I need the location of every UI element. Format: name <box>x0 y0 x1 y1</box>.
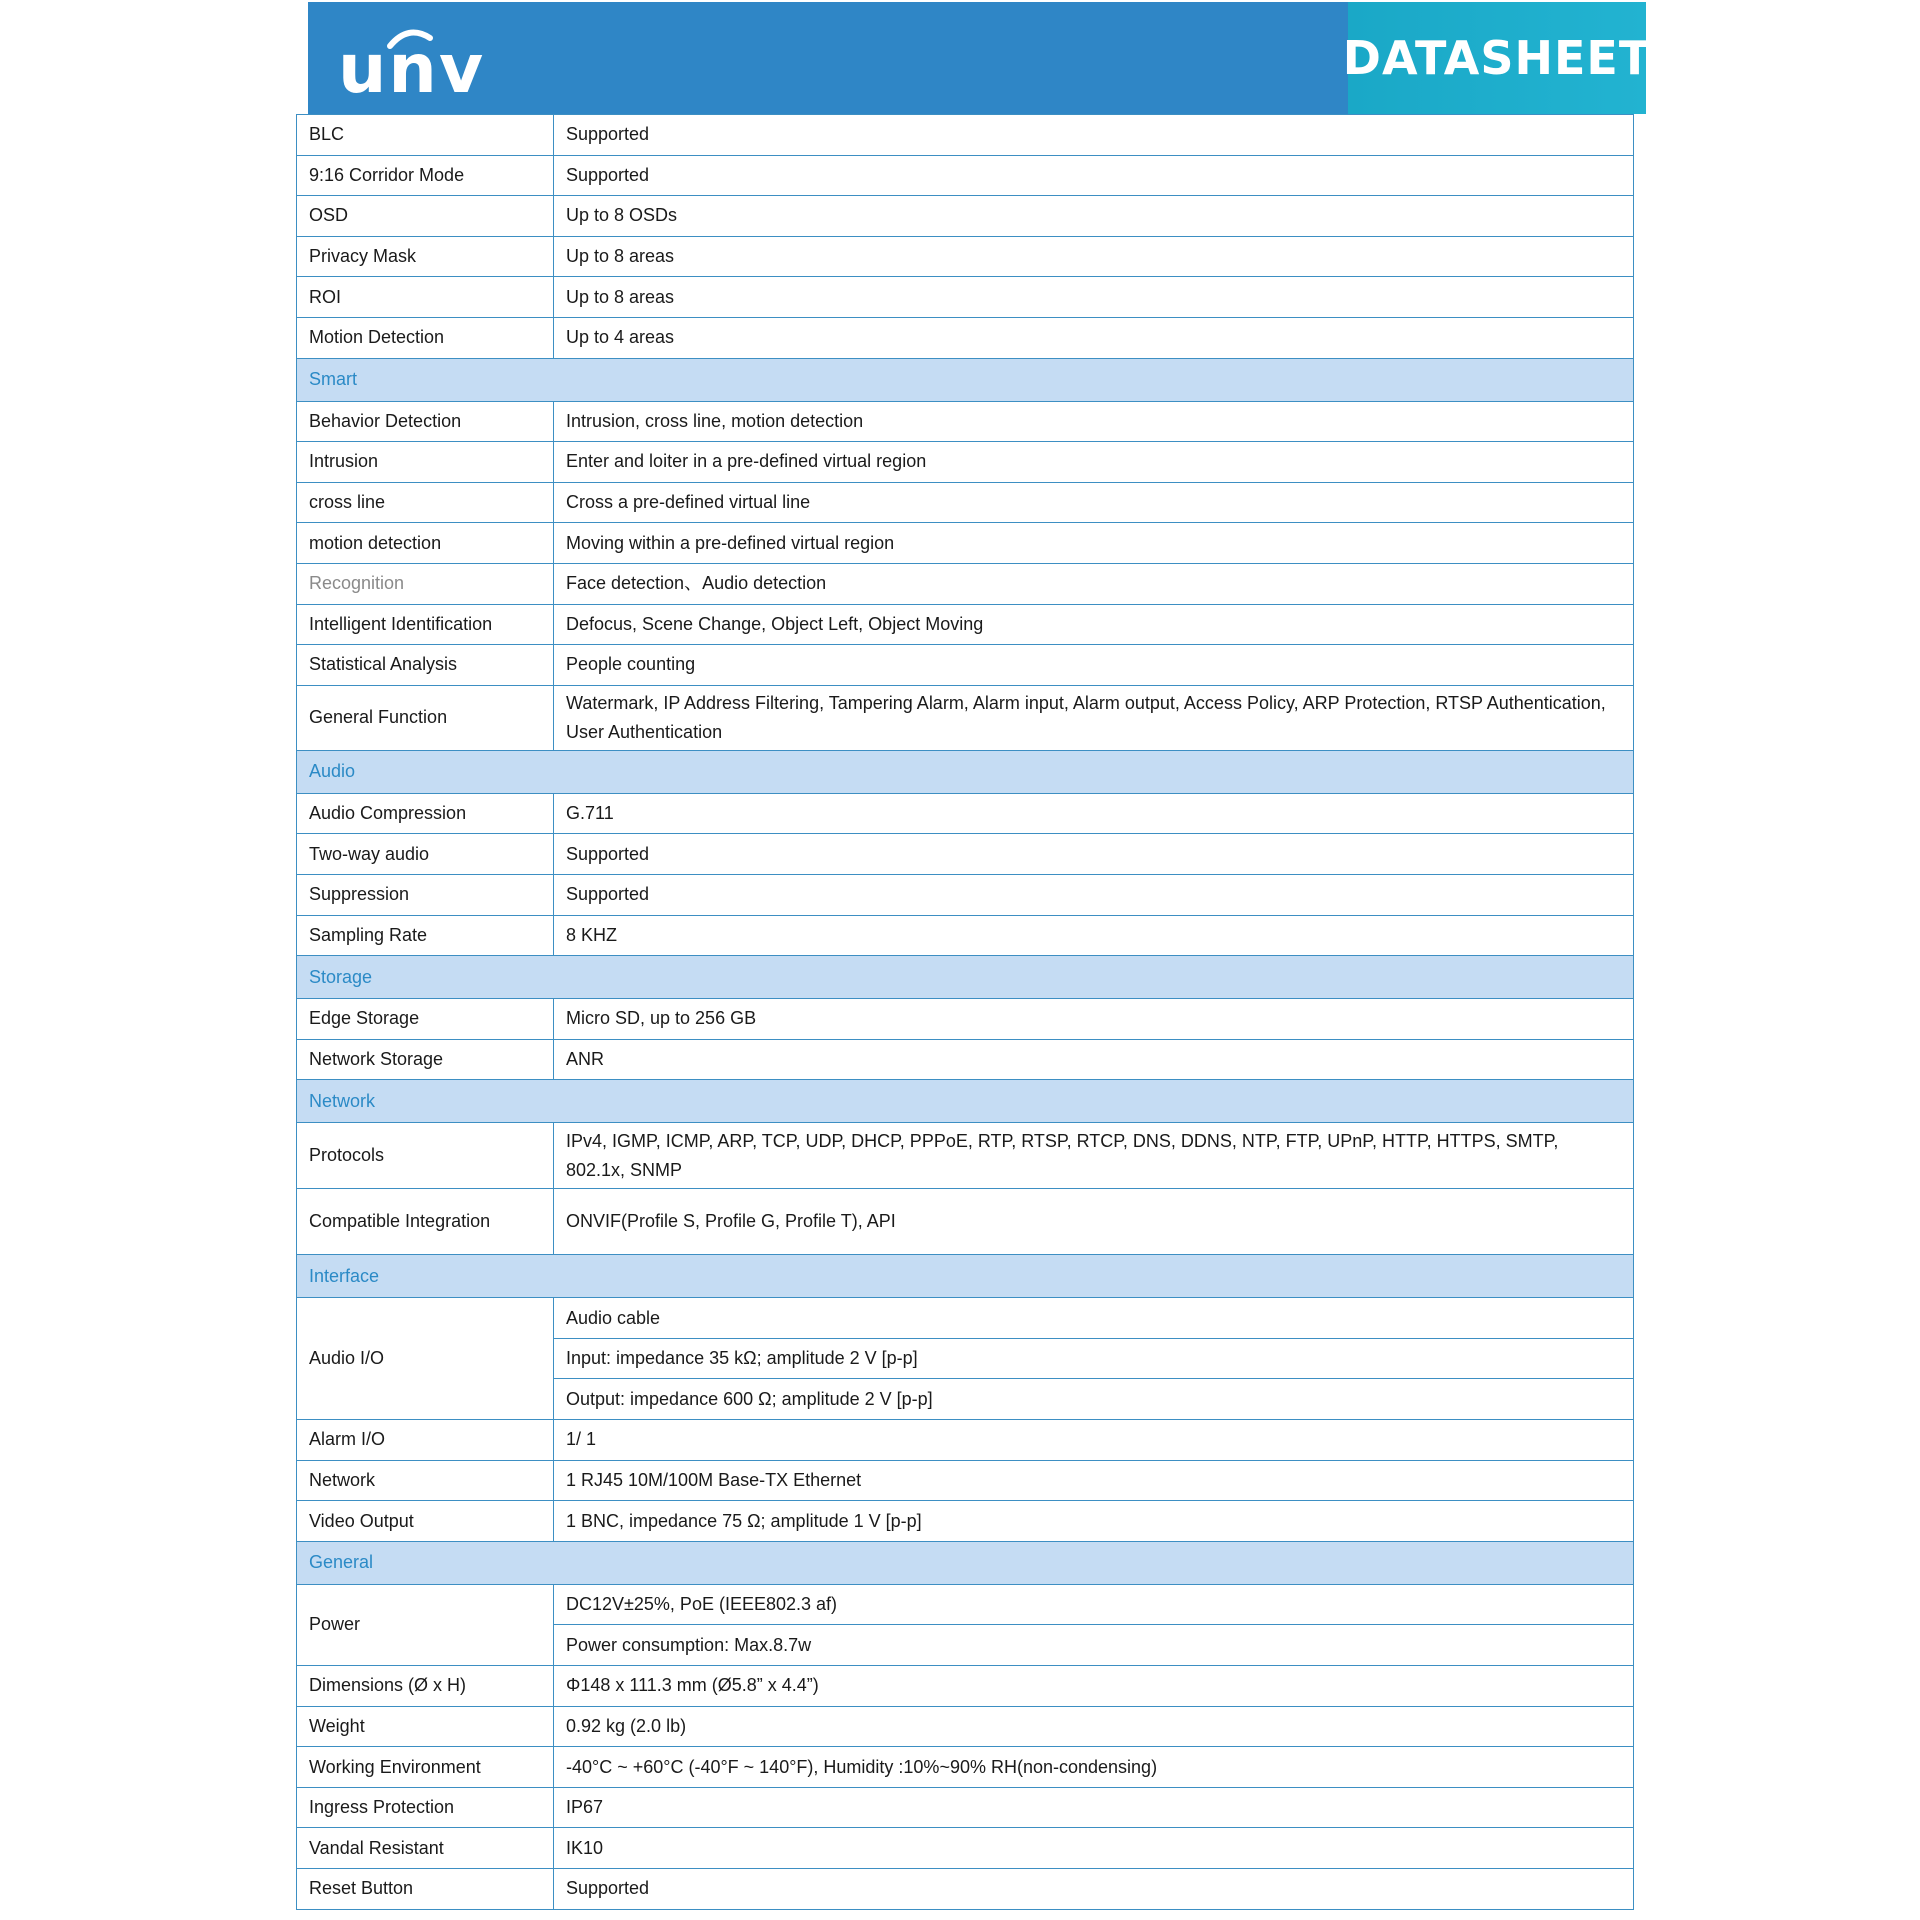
spec-key: Behavior Detection <box>297 401 554 442</box>
spec-key: Protocols <box>297 1123 554 1189</box>
spec-table <box>296 114 1634 1910</box>
spec-value: 1 RJ45 10M/100M Base-TX Ethernet <box>554 1460 1634 1501</box>
section-title: General <box>297 1541 1634 1584</box>
section-title: Storage <box>297 956 1634 999</box>
table-row <box>297 1420 1634 1461</box>
spec-value: IP67 <box>554 1787 1634 1828</box>
spec-key: Dimensions (Ø x H) <box>297 1666 554 1707</box>
spec-key: motion detection <box>297 523 554 564</box>
spec-key: Motion Detection <box>297 317 554 358</box>
spec-key: 9:16 Corridor Mode <box>297 155 554 196</box>
spec-key: Compatible Integration <box>297 1189 554 1255</box>
datasheet-label: DATASHEET <box>1342 31 1652 85</box>
spec-key: Network Storage <box>297 1039 554 1080</box>
table-row <box>297 685 1634 750</box>
spec-key: Edge Storage <box>297 999 554 1040</box>
spec-value: IPv4, IGMP, ICMP, ARP, TCP, UDP, DHCP, PPPoE, RTP, RTSP, RTCP, DNS, DDNS, NTP, FTP, UPnP, HTTP, HTTPS, SMTP, 802.1x, SNMP <box>554 1123 1634 1189</box>
spec-value: Supported <box>554 1869 1634 1910</box>
spec-key: Suppression <box>297 874 554 915</box>
spec-key: Weight <box>297 1706 554 1747</box>
spec-value: Enter and loiter in a pre-defined virtual region <box>554 442 1634 483</box>
spec-value: Supported <box>554 115 1634 156</box>
table-row <box>297 874 1634 915</box>
table-row <box>297 523 1634 564</box>
table-row <box>297 793 1634 834</box>
table-row <box>297 915 1634 956</box>
spec-value: Micro SD, up to 256 GB <box>554 999 1634 1040</box>
spec-value: 1 BNC, impedance 75 Ω; amplitude 1 V [p-p] <box>554 1501 1634 1542</box>
spec-key: Alarm I/O <box>297 1420 554 1461</box>
table-row <box>297 1039 1634 1080</box>
spec-value: Supported <box>554 834 1634 875</box>
spec-key: Working Environment <box>297 1747 554 1788</box>
section-header-storage <box>297 956 1634 999</box>
spec-value: 1/ 1 <box>554 1420 1634 1461</box>
spec-key: Reset Button <box>297 1869 554 1910</box>
table-row <box>297 482 1634 523</box>
table-row <box>297 277 1634 318</box>
table-row <box>297 1189 1634 1255</box>
spec-key: Recognition <box>297 563 554 604</box>
section-header-interface <box>297 1255 1634 1298</box>
table-row <box>297 1501 1634 1542</box>
table-row <box>297 155 1634 196</box>
spec-key: Vandal Resistant <box>297 1828 554 1869</box>
table-row <box>297 196 1634 237</box>
table-row <box>297 1747 1634 1788</box>
spec-key: Two-way audio <box>297 834 554 875</box>
spec-value: Moving within a pre-defined virtual region <box>554 523 1634 564</box>
spec-key: Intelligent Identification <box>297 604 554 645</box>
spec-key: Audio Compression <box>297 793 554 834</box>
section-header-audio <box>297 750 1634 793</box>
table-row <box>297 834 1634 875</box>
spec-key: cross line <box>297 482 554 523</box>
unv-logo <box>338 20 486 109</box>
table-row <box>297 236 1634 277</box>
spec-value: Supported <box>554 155 1634 196</box>
table-row <box>297 1460 1634 1501</box>
spec-value: Intrusion, cross line, motion detection <box>554 401 1634 442</box>
spec-value: DC12V±25%, PoE (IEEE802.3 af) <box>554 1584 1634 1625</box>
header-banner <box>308 2 1652 114</box>
table-row <box>297 1298 1634 1339</box>
spec-key: Network <box>297 1460 554 1501</box>
spec-key: Video Output <box>297 1501 554 1542</box>
section-title: Interface <box>297 1255 1634 1298</box>
spec-value: Cross a pre-defined virtual line <box>554 482 1634 523</box>
table-row <box>297 999 1634 1040</box>
spec-value: Audio cable <box>554 1298 1634 1339</box>
table-row <box>297 604 1634 645</box>
section-title: Network <box>297 1080 1634 1123</box>
spec-key: Statistical Analysis <box>297 645 554 686</box>
spec-key: Sampling Rate <box>297 915 554 956</box>
spec-key: Audio I/O <box>297 1298 554 1420</box>
spec-value: Face detection、Audio detection <box>554 563 1634 604</box>
spec-value: Defocus, Scene Change, Object Left, Object Moving <box>554 604 1634 645</box>
spec-value: Output: impedance 600 Ω; amplitude 2 V [p-p] <box>554 1379 1634 1420</box>
spec-key: Power <box>297 1584 554 1665</box>
spec-value: IK10 <box>554 1828 1634 1869</box>
spec-key: Ingress Protection <box>297 1787 554 1828</box>
spec-value: ANR <box>554 1039 1634 1080</box>
table-row <box>297 1666 1634 1707</box>
table-row <box>297 1869 1634 1910</box>
table-row <box>297 1828 1634 1869</box>
spec-value: -40°C ~ +60°C (-40°F ~ 140°F), Humidity :10%~90% RH(non-condensing) <box>554 1747 1634 1788</box>
spec-key: General Function <box>297 685 554 750</box>
spec-key: OSD <box>297 196 554 237</box>
table-row <box>297 401 1634 442</box>
section-header-general <box>297 1541 1634 1584</box>
spec-value: 0.92 kg (2.0 lb) <box>554 1706 1634 1747</box>
section-header-network <box>297 1080 1634 1123</box>
table-row <box>297 1584 1634 1625</box>
spec-key: ROI <box>297 277 554 318</box>
spec-value: Up to 8 areas <box>554 277 1634 318</box>
spec-value: Φ148 x 111.3 mm (Ø5.8” x 4.4”) <box>554 1666 1634 1707</box>
table-row <box>297 1706 1634 1747</box>
spec-value: Supported <box>554 874 1634 915</box>
spec-value: Up to 8 areas <box>554 236 1634 277</box>
table-row <box>297 115 1634 156</box>
spec-key: Intrusion <box>297 442 554 483</box>
spec-value: Up to 4 areas <box>554 317 1634 358</box>
spec-key: BLC <box>297 115 554 156</box>
spec-key: Privacy Mask <box>297 236 554 277</box>
table-row <box>297 1787 1634 1828</box>
table-row <box>297 442 1634 483</box>
logo-text: unv <box>338 30 486 109</box>
spec-value: People counting <box>554 645 1634 686</box>
spec-value: ONVIF(Profile S, Profile G, Profile T), API <box>554 1189 1634 1255</box>
spec-value: Power consumption: Max.8.7w <box>554 1625 1634 1666</box>
section-title: Smart <box>297 358 1634 401</box>
section-title: Audio <box>297 750 1634 793</box>
datasheet-tag <box>1342 2 1652 114</box>
spec-value: Up to 8 OSDs <box>554 196 1634 237</box>
table-row <box>297 1123 1634 1189</box>
table-row <box>297 563 1634 604</box>
spec-value: 8 KHZ <box>554 915 1634 956</box>
spec-value: Watermark, IP Address Filtering, Tampering Alarm, Alarm input, Alarm output, Access Policy, ARP Protection, RTSP Authentication, User Authentication <box>554 685 1634 750</box>
table-row <box>297 317 1634 358</box>
spec-value: G.711 <box>554 793 1634 834</box>
section-header-smart <box>297 358 1634 401</box>
spec-value: Input: impedance 35 kΩ; amplitude 2 V [p-p] <box>554 1338 1634 1379</box>
table-row <box>297 645 1634 686</box>
